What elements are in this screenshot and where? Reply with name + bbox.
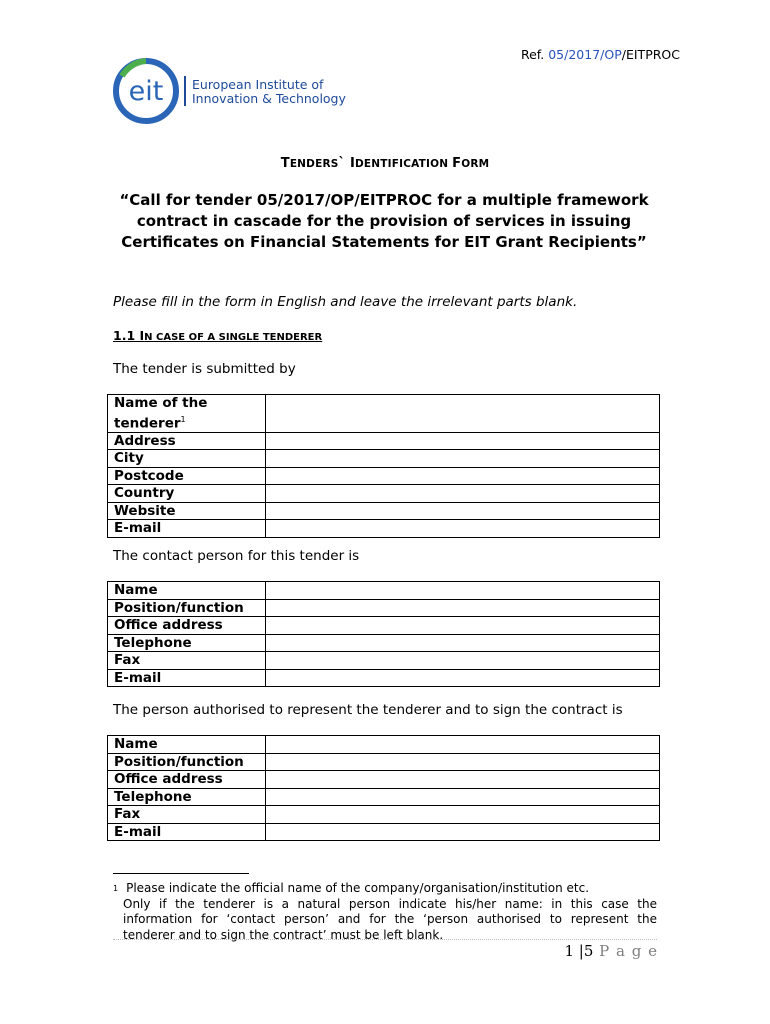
table-row (108, 617, 660, 635)
table-row (108, 634, 660, 652)
ref-suffix: /EITPROC (621, 47, 680, 62)
section-cap: I (139, 328, 145, 343)
row-label: Fax (108, 652, 266, 670)
name-label: Name of the tenderer (114, 395, 208, 431)
table-row (108, 485, 660, 503)
call-title: “Call for tender 05/2017/OP/EITPROC for a multiple framework contract in cascade for the provision of services in issuing Certificates on Financial Statements for EIT Grant Recipients” (119, 191, 649, 251)
title-part: DENTIFICATION (355, 158, 453, 170)
row-label: Office address (108, 617, 266, 635)
table-row (108, 652, 660, 670)
logo-wordmark (192, 78, 346, 106)
authorised-name-field[interactable] (266, 736, 660, 754)
title-part: ` (338, 156, 350, 171)
footnote-line-2: Only if the tenderer is a natural person indicate his/her name: in this case the information for ‘contact person’ and for the ‘person authorised to represent the tenderer and to sign the contract’ must be left blank. (123, 896, 657, 942)
title-part: I (349, 156, 355, 171)
footnote-ref[interactable]: 1 (180, 414, 186, 424)
table-row (108, 467, 660, 485)
email-field[interactable] (266, 520, 660, 538)
contact-position-field[interactable] (266, 599, 660, 617)
row-label: Name (108, 736, 266, 754)
contact-table (107, 581, 660, 687)
row-label: City (108, 450, 266, 468)
row-label: E-mail (108, 520, 266, 538)
table-row (108, 736, 660, 754)
instruction-text: Please fill in the form in English and leave the irrelevant parts blank. (113, 294, 578, 310)
table-row (108, 450, 660, 468)
table-row (108, 395, 660, 433)
table-row (108, 788, 660, 806)
row-label: Website (108, 502, 266, 520)
ref-prefix: Ref. (520, 47, 549, 62)
authorised-position-field[interactable] (266, 753, 660, 771)
contact-office-field[interactable] (266, 617, 660, 635)
footnote-separator (113, 873, 249, 874)
authorised-fax-field[interactable] (266, 806, 660, 824)
logo-line-2: Innovation & Technology (192, 91, 346, 106)
logo-brand: eit (128, 76, 164, 107)
title-part: F (452, 156, 462, 171)
row-label: Office address (108, 771, 266, 789)
logo-ring-accent (122, 61, 146, 76)
contact-intro: The contact person for this tender is (113, 548, 360, 564)
form-title (0, 156, 770, 171)
row-label (108, 395, 266, 433)
contact-telephone-field[interactable] (266, 634, 660, 652)
table-row (108, 599, 660, 617)
row-label: Position/function (108, 753, 266, 771)
authorised-telephone-field[interactable] (266, 788, 660, 806)
row-label: Telephone (108, 634, 266, 652)
country-field[interactable] (266, 485, 660, 503)
table-row (108, 520, 660, 538)
table-row (108, 582, 660, 600)
page-total: 5 (583, 942, 594, 960)
title-part: ORM (461, 158, 490, 170)
footnote-number: 1 (113, 884, 119, 893)
tenderer-table (107, 394, 660, 538)
row-label: Postcode (108, 467, 266, 485)
table-row (108, 502, 660, 520)
city-field[interactable] (266, 450, 660, 468)
table-row (108, 823, 660, 841)
table-row (108, 771, 660, 789)
postcode-field[interactable] (266, 467, 660, 485)
logo-line-1: European Institute of (192, 77, 324, 92)
page-number (564, 942, 658, 960)
ref-link-year[interactable]: 05/2017/ (548, 47, 605, 62)
row-label: Address (108, 432, 266, 450)
row-label: E-mail (108, 669, 266, 687)
contact-email-field[interactable] (266, 669, 660, 687)
table-row (108, 669, 660, 687)
authorised-intro: The person authorised to represent the tenderer and to sign the contract is (113, 702, 623, 718)
authorised-table (107, 735, 660, 841)
contact-name-field[interactable] (266, 582, 660, 600)
page-separator: | (574, 942, 584, 960)
authorised-office-field[interactable] (266, 771, 660, 789)
tenderer-intro: The tender is submitted by (113, 361, 296, 377)
row-label: Fax (108, 806, 266, 824)
row-label: Name (108, 582, 266, 600)
footer-divider (113, 939, 657, 940)
table-row (108, 432, 660, 450)
table-row (108, 806, 660, 824)
section-rest: N CASE OF A SINGLE TENDERER (144, 332, 323, 343)
tenderer-name-field[interactable] (266, 395, 660, 433)
section-heading (113, 328, 322, 343)
row-label: Country (108, 485, 266, 503)
ref-link-op[interactable]: OP (604, 47, 622, 62)
row-label: E-mail (108, 823, 266, 841)
footnote (113, 881, 657, 943)
reference-number (521, 47, 680, 62)
page-label: P a g e (593, 942, 658, 960)
authorised-email-field[interactable] (266, 823, 660, 841)
row-label: Telephone (108, 788, 266, 806)
row-label: Position/function (108, 599, 266, 617)
address-field[interactable] (266, 432, 660, 450)
website-field[interactable] (266, 502, 660, 520)
title-part: ENDERS (289, 158, 339, 170)
footnote-line-1: Please indicate the official name of the company/organisation/institution etc. (126, 881, 590, 895)
page-current: 1 (564, 942, 575, 960)
logo-divider (184, 76, 186, 106)
title-part: T (280, 156, 290, 171)
section-number: 1.1 (113, 328, 140, 343)
contact-fax-field[interactable] (266, 652, 660, 670)
table-row (108, 753, 660, 771)
